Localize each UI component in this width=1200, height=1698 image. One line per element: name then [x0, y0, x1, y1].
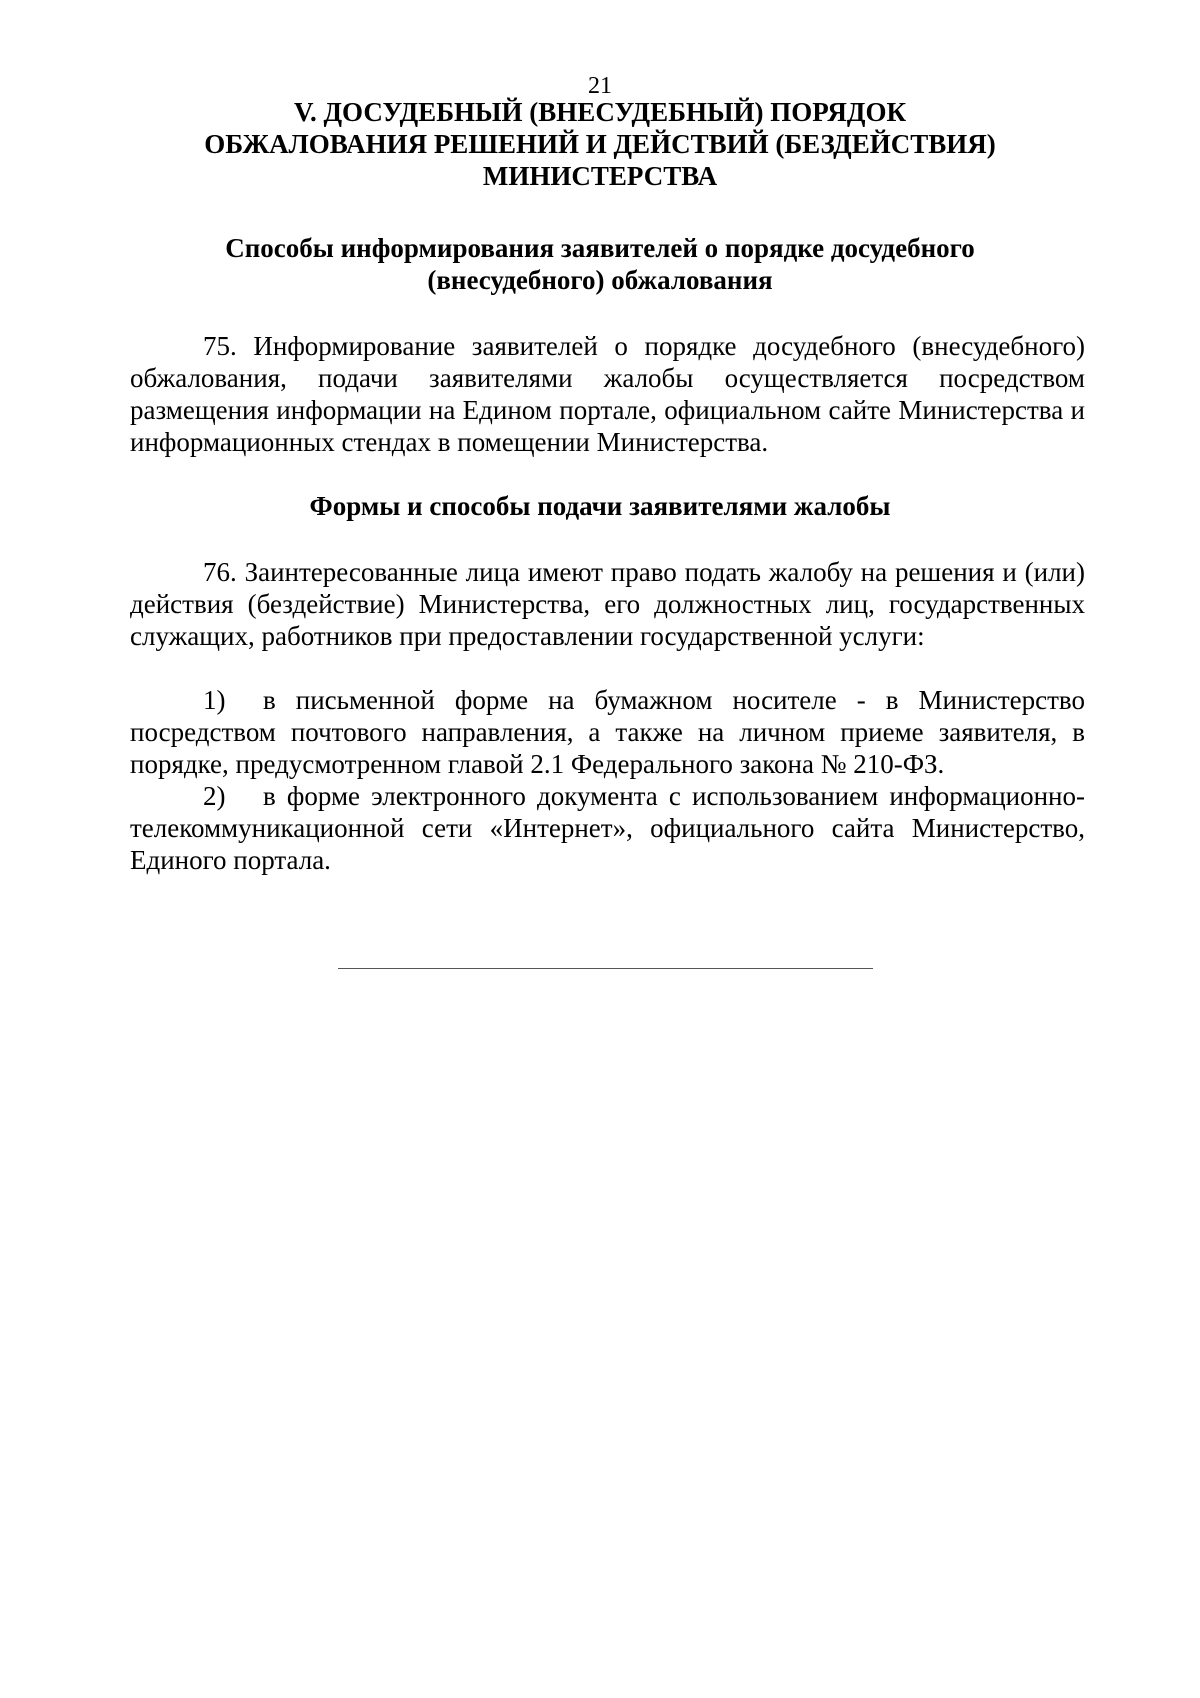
list-item-text: в письменной форме на бумажном носителе - в Министерство посредством почтового направления, а также на личном приеме заявителя, в порядке, предусмотренном главой 2.1 Федерального закона № 210-ФЗ.: [130, 685, 1085, 779]
subheading-informing-methods: [120, 232, 1080, 296]
section-title-line: МИНИСТЕРСТВА: [482, 161, 718, 191]
subheading-line: Способы информирования заявителей о порядке досудебного: [225, 233, 975, 263]
list-item: [130, 684, 1085, 780]
paragraph-76: 76. Заинтересованные лица имеют право подать жалобу на решения и (или) действия (бездействие) Министерства, его должностных лиц, государственных служащих, работников при предоставлении государственной услуги:: [130, 557, 1085, 651]
section-title-line: V. ДОСУДЕБНЫЙ (ВНЕСУДЕБНЫЙ) ПОРЯДОК: [293, 97, 907, 127]
list-item: [130, 780, 1085, 876]
paragraph-75: 75. Информирование заявителей о порядке досудебного (внесудебного) обжалования, подачи заявителями жалобы осуществляется посредством размещения информации на Едином портале, официальном сайте Министерства и информационных стендах в помещении Министерства.: [130, 331, 1085, 457]
list-item-text: в форме электронного документа с использованием информационно-телекоммуникационной сети «Интернет», официального сайта Министерство, Единого портала.: [130, 781, 1085, 875]
section-title: [120, 96, 1080, 192]
subheading-complaint-forms: [120, 490, 1080, 522]
page-number: 21: [588, 73, 612, 99]
subheading-line: (внесудебного) обжалования: [427, 265, 773, 295]
list-item-number: 1): [203, 685, 226, 715]
section-title-line: ОБЖАЛОВАНИЯ РЕШЕНИЙ И ДЕЙСТВИЙ (БЕЗДЕЙСТВИЯ): [204, 129, 996, 159]
subheading-line: Формы и способы подачи заявителями жалобы: [309, 491, 891, 521]
end-separator-line: [338, 968, 873, 969]
list-item-number: 2): [203, 781, 226, 811]
